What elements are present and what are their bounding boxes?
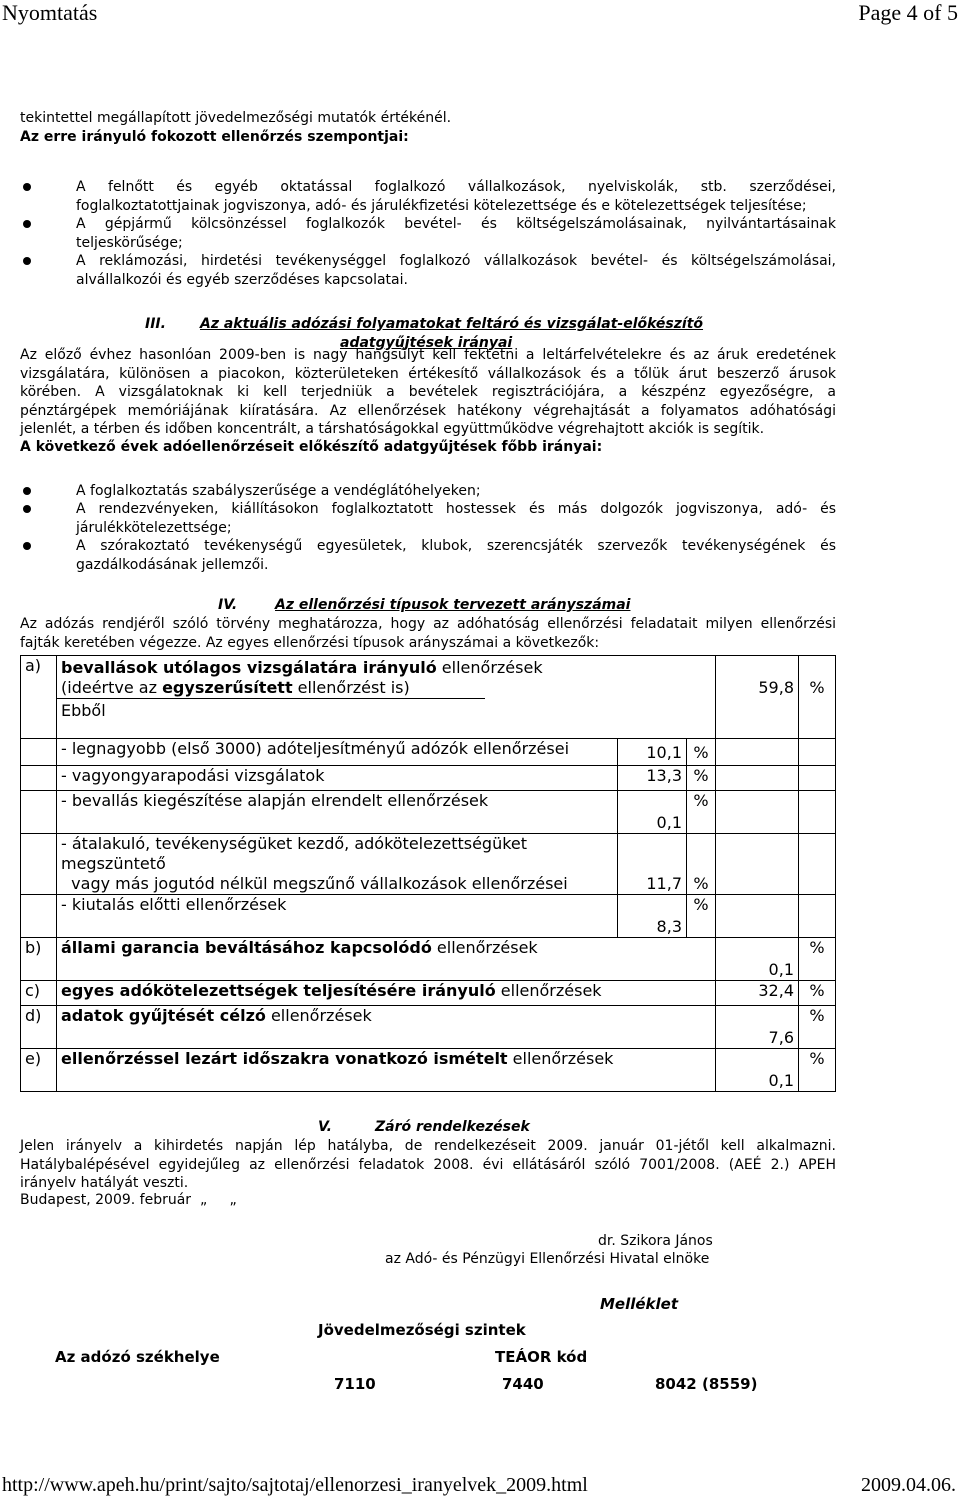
table-row: e) ellenőrzéssel lezárt időszakra vonatkozó ismételt ellenőrzések 0,1 % <box>21 1049 836 1092</box>
print-title: Nyomtatás <box>2 0 98 25</box>
list-item: A szórakoztató tevékenységű egyesületek, klubok, szerencsjáték szervezők tevékenységének és gazdálkodásának jellemzői. <box>76 537 836 574</box>
bullet-icon <box>23 257 31 265</box>
annex-teaor-header: TEÁOR kód <box>495 1348 588 1366</box>
print-footer <box>0 1474 960 1500</box>
section-5-number: V. <box>318 1119 332 1135</box>
section-3-bold-line: A következő évek adóellenőrzéseit előkészítő adatgyűjtések főbb irányai: <box>20 439 603 455</box>
place-date: Budapest, 2009. február „ „ <box>20 1192 237 1208</box>
list-item: A rendezvényeken, kiállításokon foglalkoztatott hostessek és más dolgozók jogviszonya, adó- és járulékkötelezettsége; <box>76 500 836 537</box>
annex-title: Melléklet <box>600 1295 679 1313</box>
bullet-icon <box>23 505 31 513</box>
table-row: - átalakuló, tevékenységüket kezdő, adókötelezettségüket megszüntető vagy más jogutód nélkül megszűnő vállalkozások ellenőrzései 11,7 % <box>21 834 836 895</box>
section-5-paragraph: Jelen irányelv a kihirdetés napján lép hatályba, de rendelkezéseit 2009. január 01-jétől kell alkalmazni. Hatálybalépésével egyidejűleg az ellenőrzési feladatok 2008. évi ellátásáról szóló 7001/2008. (AEÉ 2.) APEH irányelv hatályát veszti. <box>20 1138 836 1191</box>
annex-group-header: Jövedelmezőségi szintek <box>318 1321 526 1339</box>
bullet-icon <box>23 487 31 495</box>
print-header <box>0 0 960 26</box>
page-indicator: Page 4 of 5 <box>858 0 958 25</box>
bullet-icon <box>23 542 31 550</box>
list-item: A felnőtt és egyéb oktatással foglalkozó vállalkozások, nyelviskolák, stb. szerződései, foglalkoztatottjainak jogviszonya, adó- és járulékfizetési kötelezettsége és e kötelezettségek teljesítése; <box>76 178 836 215</box>
section-3-paragraph: Az előző évhez hasonlóan 2009-ben is nagy hangsúlyt kell fektetni a leltárfelvételekre és az áruk eredetének vizsgálatára, különösen a piacokon, közterületeken értékesítő vállalkozások és a tőlük árut beszerző árusok körében. A vizsgálatoknak ki kell terjedniük a bevételek regisztrációjára, a készpénz egyezőségre, a pénztárgépek memóriájának kiíratására. Az ellenőrzések hatékony végrehajtását a folyamatos adóhatósági jelenlét, a térben és időben koncentrált, a társhatóságokkal együttműködve végrehajtott akciók is segítik. <box>20 347 836 437</box>
bullet-icon <box>23 183 31 191</box>
table-row: b) állami garancia beváltásához kapcsolódó ellenőrzések 0,1 % <box>21 938 836 981</box>
section-4-title: Az ellenőrzési típusok tervezett arányszámai <box>275 597 631 613</box>
table-row: - bevallás kiegészítése alapján elrendelt ellenőrzések 0,1 % <box>21 791 836 834</box>
section-3-title: Az aktuális adózási folyamatokat feltáró és vizsgálat-előkészítő <box>200 316 704 332</box>
table-row: - legnagyobb (első 3000) adóteljesítményű adózók ellenőrzései 10,1 % <box>21 739 836 766</box>
intro-heading: Az erre irányuló fokozott ellenőrzés szempontjai: <box>20 129 409 145</box>
list-item: A gépjármű kölcsönzéssel foglalkozók bevétel- és költségelszámolásainak, nyilvántartásainak teljeskörűsége; <box>76 215 836 252</box>
print-date: 2009.04.06. <box>861 1474 956 1496</box>
section-5-title: Záró rendelkezések <box>375 1119 530 1135</box>
table-row: - vagyongyarapodási vizsgálatok 13,3 % <box>21 766 836 791</box>
signatory-name: dr. Szikora János <box>598 1233 713 1249</box>
bullet-icon <box>23 220 31 228</box>
annex-code: 7440 <box>502 1375 544 1393</box>
section-3-subtitle: adatgyűjtések irányai <box>340 335 513 351</box>
list-item: A reklámozási, hirdetési tevékenységgel foglalkozó vállalkozások bevétel- és költségelszámolásai, alvállalkozói és egyéb szerződéses kapcsolatai. <box>76 252 836 289</box>
annex-row-header: Az adózó székhelye <box>55 1348 220 1366</box>
table-row: c) egyes adókötelezettségek teljesítésére irányuló ellenőrzések 32,4 % <box>21 981 836 1006</box>
table-row: a) bevallások utólagos vizsgálatára irányuló ellenőrzések (ideértve az egyszerűsített ellenőrzést is) Ebből 59,8 % <box>21 656 836 739</box>
signatory-title: az Adó- és Pénzügyi Ellenőrzési Hivatal elnöke <box>385 1251 710 1267</box>
intro-line: tekintettel megállapított jövedelmezőségi mutatók értékénél. <box>20 110 452 126</box>
section-4-number: IV. <box>218 597 238 613</box>
table-row: - kiutalás előtti ellenőrzések 8,3 % <box>21 895 836 938</box>
section-3-number: III. <box>145 316 166 332</box>
ratio-table <box>20 655 836 1092</box>
page-url: http://www.apeh.hu/print/sajto/sajtotaj/ellenorzesi_iranyelvek_2009.html <box>2 1474 588 1496</box>
list-item: A foglalkoztatás szabályszerűsége a vendéglátóhelyeken; <box>76 482 836 501</box>
section-4-paragraph: Az adózás rendjéről szóló törvény meghatározza, hogy az adóhatóság ellenőrzési feladatait milyen ellenőrzési fajták keretében végezze. Az egyes ellenőrzési típusok arányszámai a következők: <box>20 616 836 651</box>
annex-code: 8042 (8559) <box>655 1375 758 1393</box>
table-row: d) adatok gyűjtését célzó ellenőrzések 7,6 % <box>21 1006 836 1049</box>
annex-code: 7110 <box>334 1375 376 1393</box>
